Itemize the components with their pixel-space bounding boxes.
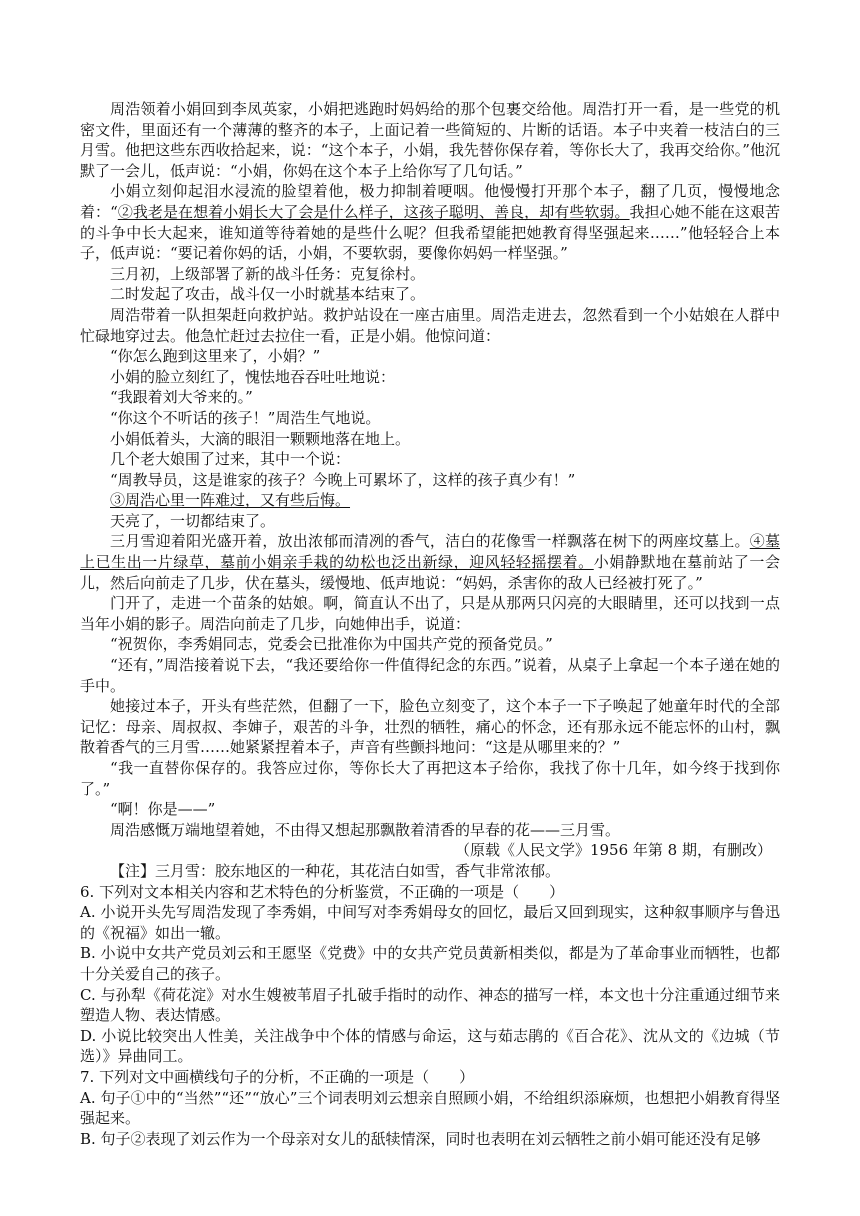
question-6 (80, 882, 780, 1067)
paragraph: 门开了，走进一个苗条的姑娘。啊，简直认不出了，只是从那两只闪亮的大眼睛里，还可以找到一点当年小娟的影子。周浩向前走了几步，向她伸出手，说道： (80, 594, 780, 633)
text-run: 小娟立刻仰起泪水浸流的脸望着他，极力抑制着哽咽。他慢慢打开那个本子，翻了几页，慢慢地念着：“ (80, 182, 780, 221)
underlined-sentence-3: ③周浩心里一阵难过，又有些后悔。 (110, 491, 351, 510)
paragraph: 小娟低着头，大滴的眼泪一颗颗地落在地上。 (110, 429, 411, 448)
question-stem: 6. 下列对文本相关内容和艺术特色的分析鉴赏，不正确的一项是（ ） (80, 882, 565, 901)
underlined-sentence-2: ②我老是在想着小娟长大了会是什么样子，这孩子聪明、善良，却有些软弱。 (117, 202, 630, 221)
paragraph: 几个老大娘围了过来，其中一个说： (110, 450, 351, 469)
option-a: A. 句子①中的“当然”“还”“放心”三个词表明刘云想亲自照顾小娟，不给组织添麻烦，也想把小娟教育得坚强起来。 (80, 1088, 780, 1128)
option-a: A. 小说开头先写周浩发现了李秀娟，中间写对李秀娟母女的回忆，最后又回到现实，这种叙事顺序与鲁迅的《祝福》如出一辙。 (80, 903, 780, 942)
paragraph: “还有，”周浩接着说下去，“我还要给你一件值得纪念的东西。”说着，从桌子上拿起一个本子递在她的手中。 (80, 656, 780, 695)
dialogue-line: “啊！你是——” (110, 800, 216, 819)
paragraph (80, 531, 780, 593)
dialogue-line: “周教导员，这是谁家的孩子？今晚上可累坏了，这样的孩子真少有！” (110, 470, 576, 489)
paragraph (80, 490, 780, 511)
dialogue-line: “你怎么跑到这里来了，小娟？” (110, 347, 321, 366)
dialogue-line: “你这个不听话的孩子！”周浩生气地说。 (110, 408, 381, 427)
paragraph: 她接过本子，开头有些茫然，但翻了一下，脸色立刻变了，这个本子一下子唤起了她童年时代的全部记忆：母亲、周叔叔、李婶子，艰苦的斗争，壮烈的牺牲，痛心的怀念，还有那永远不能忘怀的山村，飘散着香气的三月雪……她紧紧捏着本子，声音有些颤抖地问：“这是从哪里来的？” (80, 697, 780, 757)
dialogue-line: “我一直替你保存的。我答应过你，等你长大了再把这本子给你，我找了你十几年，如今终于找到你了。” (80, 759, 780, 798)
paragraph: 二时发起了攻击，战斗仅一小时就基本结束了。 (110, 285, 426, 304)
option-b: B. 句子②表现了刘云作为一个母亲对女儿的舐犊情深，同时也表明在刘云牺牲之前小娟可能还没有足够 (80, 1129, 761, 1148)
text-run: 三月雪迎着阳光盛开着，放出浓郁而清冽的香气，洁白的花像雪一样飘落在树下的两座坟墓上。 (110, 532, 750, 551)
paragraph: 周浩领着小娟回到李凤英家，小娟把逃跑时妈妈给的那个包裹交给他。周浩打开一看，是一些党的机密文件，里面还有一个薄薄的整齐的本子，上面记着一些简短的、片断的话语。本子中夹着一枝洁白的三月雪。他把这些东西收拾起来，说：“这个本子，小娟，我先替你保存着，等你长大了，我再交给你。”他沉默了一会儿，低声说：“小娟，你妈在这个本子上给你写了几句话。” (80, 100, 780, 180)
option-d: D. 小说比较突出人性美，关注战争中个体的情感与命运，这与茹志鹃的《百合花》、沈从文的《边城（节选）》异曲同工。 (80, 1026, 780, 1066)
question-7 (80, 1067, 780, 1149)
footnote: 【注】三月雪：胶东地区的一种花，其花洁白如雪，香气非常浓郁。 (110, 861, 561, 880)
text-run: 小娟静默地在墓前站了一会儿，然后向前走了几步，伏在墓头，缓慢地、低声地说：“妈妈，杀害你的敌人已经被打死了。” (80, 553, 780, 592)
paragraph: 天亮了，一切都结束了。 (110, 511, 276, 530)
paragraph: 小娟的脸立刻红了，愧怯地吞吞吐吐地说： (110, 367, 396, 386)
reading-passage (80, 99, 780, 882)
text-run: 我担心她不能在这艰苦的斗争中长大起来，谁知道等待着她的是些什么呢？但我希望能把她教育得坚强起来……”他轻轻合上本子，低声说：“要记着你妈的话，小娟，不要软弱，要像你妈妈一样坚强。” (80, 202, 780, 263)
paragraph: 周浩感慨万端地望着她，不由得又想起那飘散着清香的早春的花——三月雪。 (110, 820, 621, 839)
paragraph: 三月初，上级部署了新的战斗任务：克复徐村。 (110, 264, 426, 283)
paragraph: 周浩带着一队担架赶向救护站。救护站设在一座古庙里。周浩走进去，忽然看到一个小姑娘在人群中忙碌地穿过去。他急忙赶过去拉住一看，正是小娟。他惊问道： (80, 305, 780, 345)
dialogue-line: “我跟着刘大爷来的。” (110, 388, 253, 407)
source-citation: （原载《人民文学》1956 年第 8 期，有删改） (454, 841, 772, 860)
paragraph (80, 181, 780, 263)
option-b: B. 小说中女共产党员刘云和王愿坚《党费》中的女共产党员黄新相类似，都是为了革命事业而牺牲，也都十分关爱自己的孩子。 (80, 944, 780, 983)
dialogue-line: “祝贺你，李秀娟同志，党委会已批准你为中国共产党的预备党员。” (110, 635, 553, 654)
question-stem: 7. 下列对文中画横线句子的分析，不正确的一项是（ ） (80, 1067, 475, 1086)
underlined-sentence-4: ④墓上已生出一片绿草，墓前小娟亲手栽的幼松也泛出新绿，迎风轻轻摇摆着。 (80, 532, 780, 572)
option-c: C. 与孙犁《荷花淀》对水生嫂被苇眉子扎破手指时的动作、神态的描写一样，本文也十分注重通过细节来塑造人物、表达情感。 (80, 985, 780, 1025)
